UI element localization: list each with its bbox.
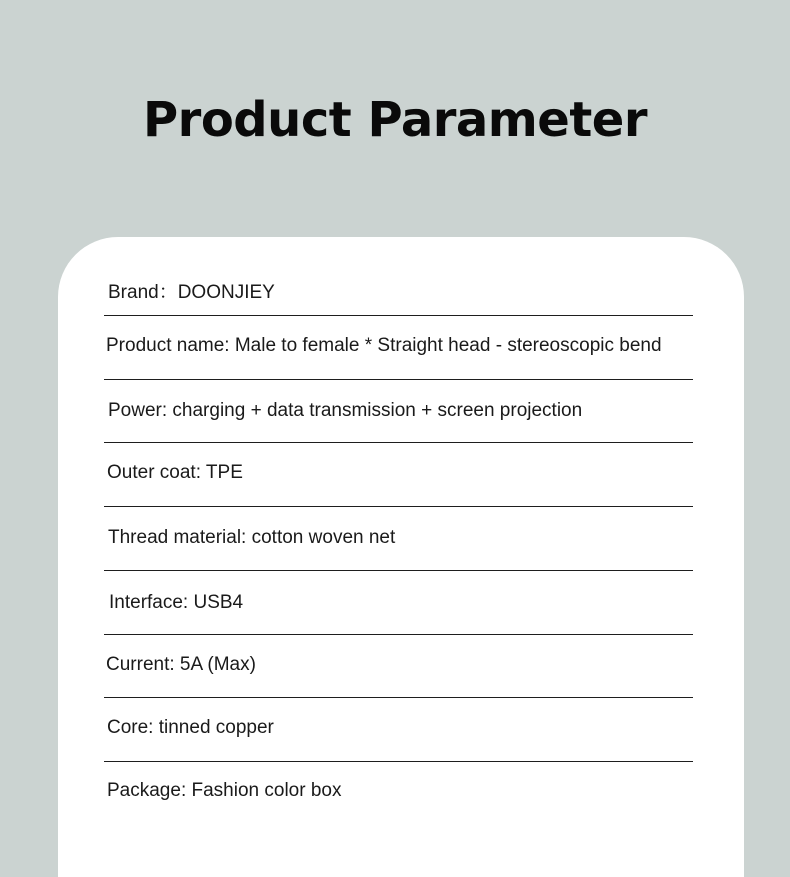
- param-interface: Interface: USB4: [109, 592, 244, 613]
- param-thread-material: Thread material: cotton woven net: [108, 527, 396, 548]
- param-package: Package: Fashion color box: [107, 780, 342, 801]
- divider: [104, 634, 693, 635]
- divider: [104, 442, 693, 443]
- param-core: Core: tinned copper: [107, 717, 274, 738]
- divider: [104, 697, 693, 698]
- param-product-name: Product name: Male to female * Straight head - stereoscopic bend: [106, 335, 662, 356]
- divider: [104, 379, 693, 380]
- divider: [104, 761, 693, 762]
- param-current: Current: 5A (Max): [106, 654, 256, 675]
- divider: [104, 506, 693, 507]
- param-power: Power: charging + data transmission + screen projection: [108, 400, 583, 421]
- param-brand: Brand：DOONJIEY: [108, 282, 275, 303]
- divider: [104, 315, 693, 316]
- divider: [104, 570, 693, 571]
- page-title: Product Parameter: [142, 92, 648, 148]
- param-outer-coat: Outer coat: TPE: [107, 462, 243, 483]
